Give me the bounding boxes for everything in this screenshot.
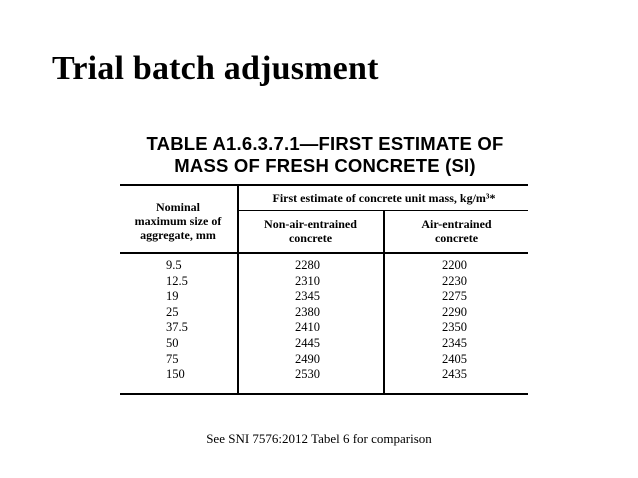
table-cell-air: 2350 — [442, 320, 467, 335]
column-divider-1 — [237, 184, 239, 395]
table-cell-air: 2405 — [442, 351, 467, 366]
table-title — [135, 133, 515, 177]
header-nominal-line-3: aggregate, mm — [140, 228, 216, 242]
header-non-air-line-1: Non-air-entrained — [264, 217, 357, 231]
header-air-line-1: Air-entrained — [421, 217, 492, 231]
concrete-mass-table — [120, 184, 528, 395]
table-title-line-1: TABLE A1.6.3.7.1—FIRST ESTIMATE OF — [146, 133, 504, 154]
table-cell-non-air: 2410 — [295, 320, 320, 335]
table-cell-size: 19 — [166, 289, 179, 304]
header-non-air-entrained — [238, 217, 383, 245]
table-cell-air: 2230 — [442, 273, 467, 288]
table-cell-non-air: 2445 — [295, 335, 320, 350]
header-air-entrained — [385, 217, 528, 245]
column-air-values — [442, 258, 467, 383]
table-cell-size: 12.5 — [166, 273, 188, 288]
table-cell-size: 150 — [166, 367, 185, 382]
table-title-line-2: MASS OF FRESH CONCRETE (SI) — [174, 155, 476, 176]
table-top-rule — [120, 184, 528, 186]
slide-title: Trial batch adjusment — [52, 50, 379, 87]
table-cell-non-air: 2310 — [295, 273, 320, 288]
table-bottom-rule — [120, 393, 528, 395]
table-cell-non-air: 2345 — [295, 289, 320, 304]
header-air-line-2: concrete — [434, 231, 479, 245]
header-nominal-size — [120, 200, 236, 242]
table-cell-non-air: 2530 — [295, 367, 320, 382]
table-cell-air: 2275 — [442, 289, 467, 304]
table-cell-size: 37.5 — [166, 320, 188, 335]
table-cell-air: 2290 — [442, 304, 467, 319]
header-non-air-line-2: concrete — [288, 231, 333, 245]
table-cell-size: 9.5 — [166, 258, 182, 272]
table-cell-non-air: 2280 — [295, 258, 320, 272]
table-cell-size: 75 — [166, 351, 179, 366]
header-nominal-line-1: Nominal — [155, 200, 200, 214]
header-first-estimate: First estimate of concrete unit mass, kg/m³* — [272, 191, 496, 205]
table-cell-air: 2345 — [442, 335, 467, 350]
table-cell-size: 50 — [166, 335, 179, 350]
slide-caption: See SNI 7576:2012 Tabel 6 for comparison — [206, 431, 432, 446]
table-cell-non-air: 2380 — [295, 304, 320, 319]
column-non-air-values — [295, 258, 320, 383]
table-cell-non-air: 2490 — [295, 351, 320, 366]
header-bottom-rule — [120, 252, 528, 254]
table-cell-air: 2200 — [442, 258, 467, 272]
header-nominal-line-2: maximum size of — [134, 214, 222, 228]
table-cell-air: 2435 — [442, 367, 467, 382]
column-size-values — [166, 258, 188, 383]
table-cell-size: 25 — [166, 304, 179, 319]
